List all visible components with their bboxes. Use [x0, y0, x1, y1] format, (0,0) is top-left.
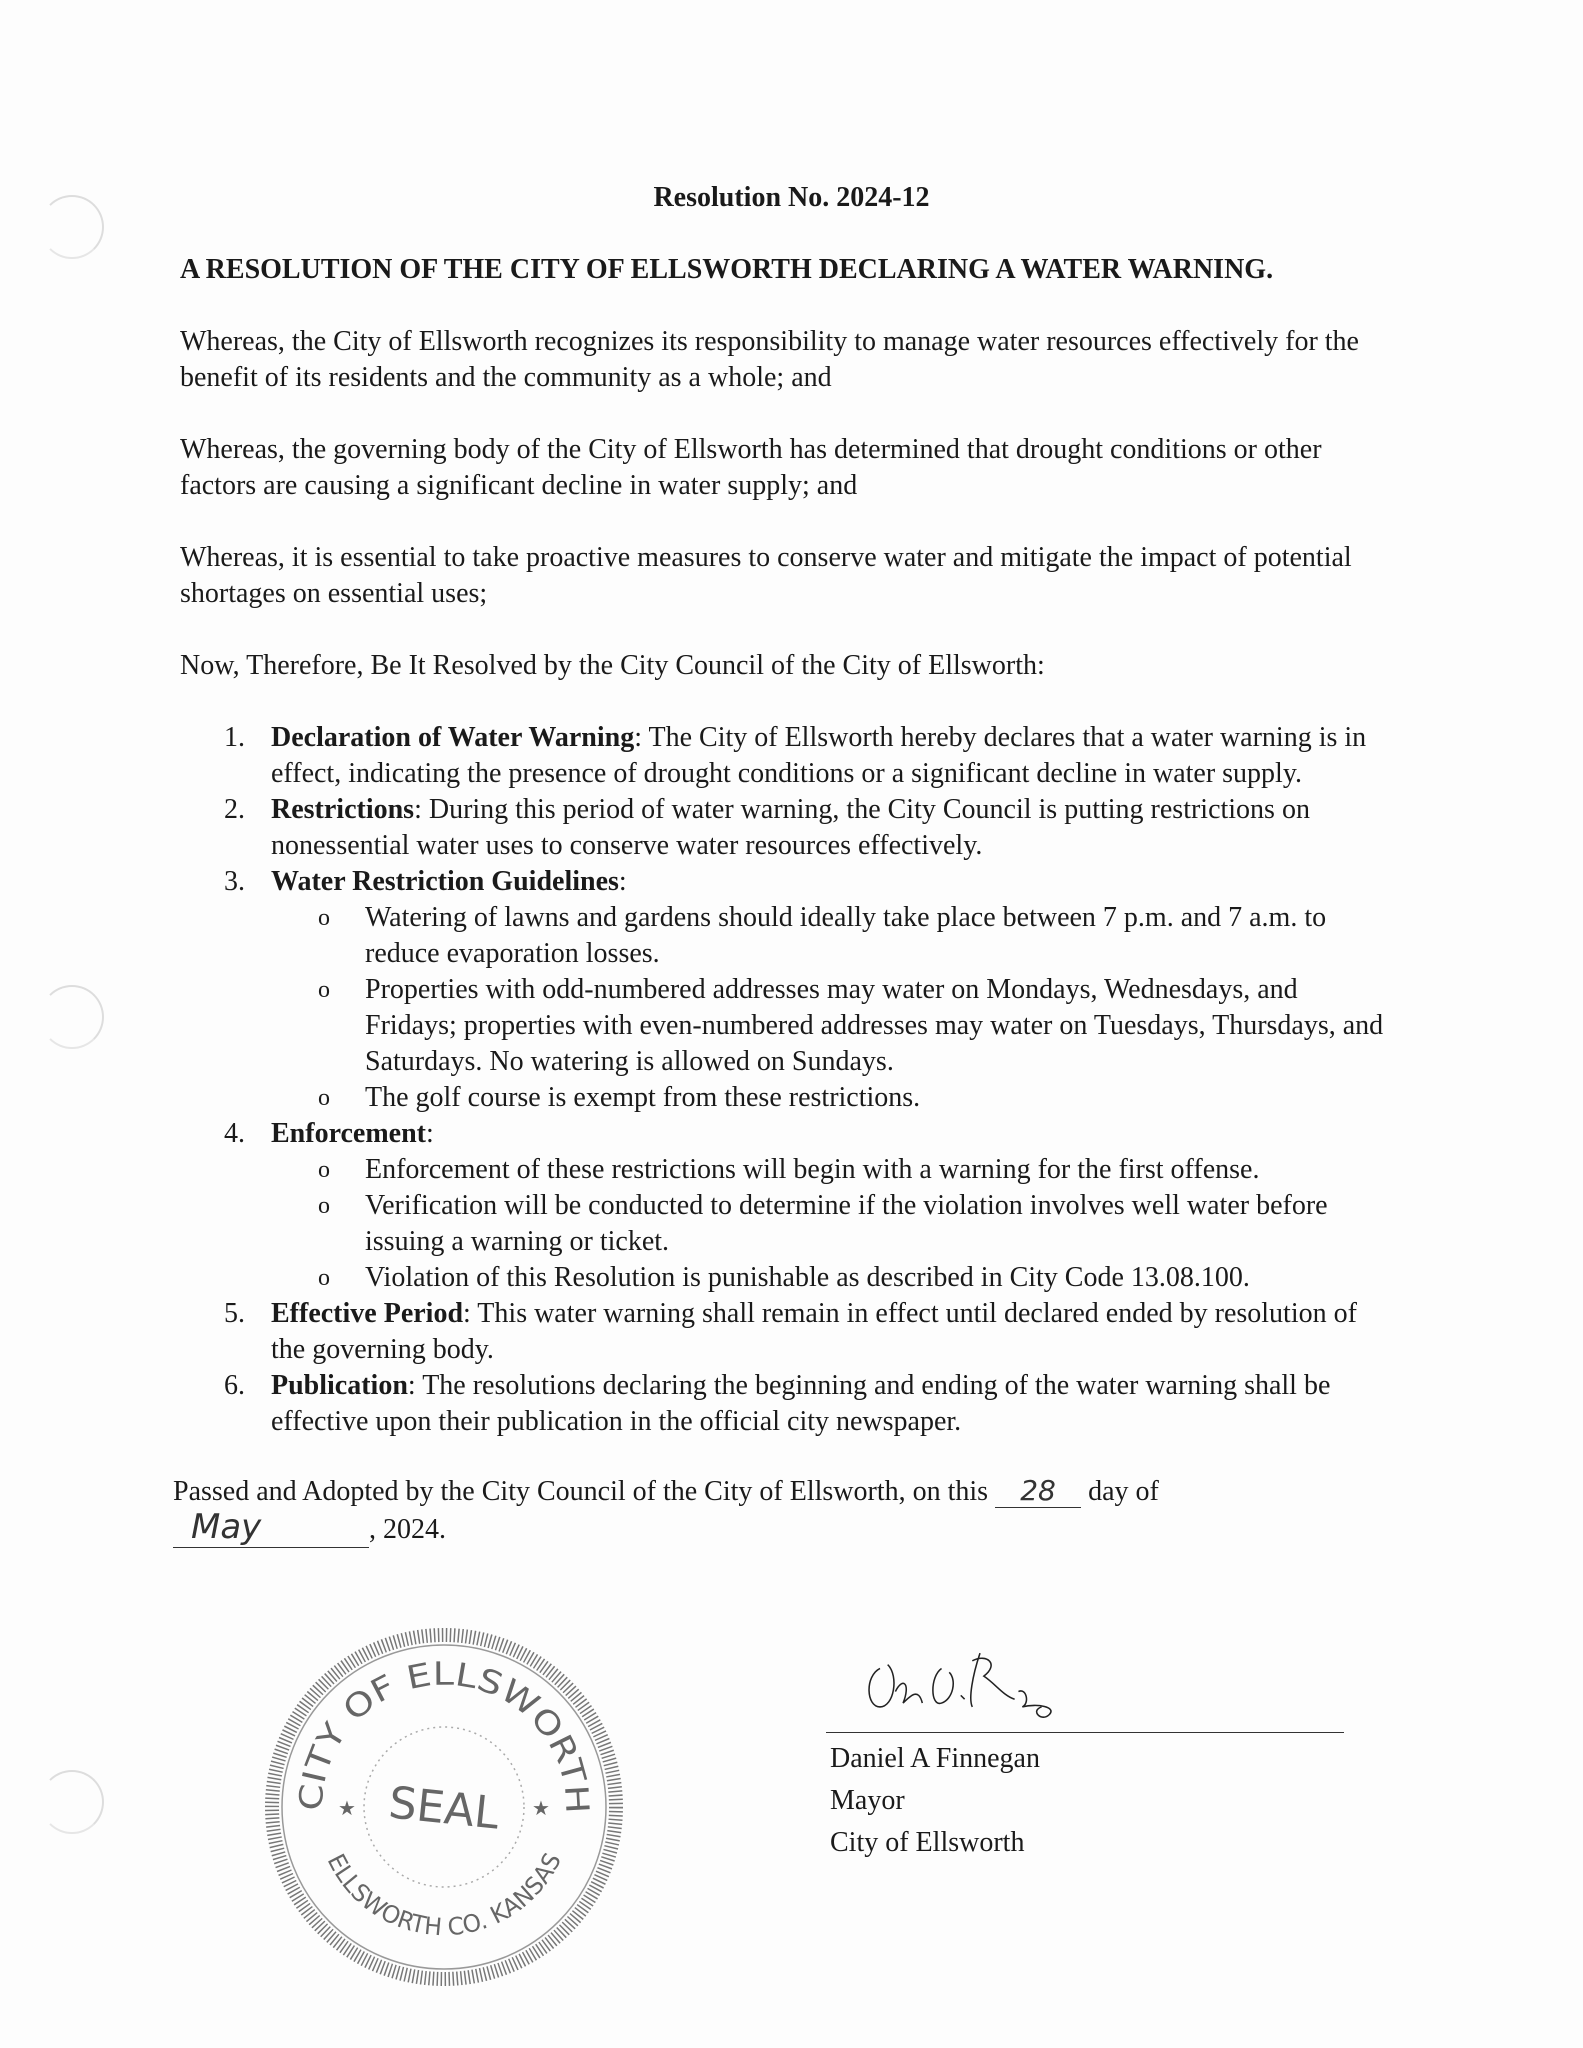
bullet-text: Violation of this Resolution is punishable as described in City Code 13.08.100. — [365, 1262, 1250, 1293]
seal-top-text: CITY OF ELLSWORTH — [291, 1654, 597, 1812]
whereas-paragraph: Whereas, the governing body of the City of Ellsworth has determined that drought conditions or other factors are causing a significant decline in water supply; and — [180, 434, 1322, 501]
star-icon: ★ — [338, 1798, 356, 1820]
resolution-list — [180, 720, 1395, 1440]
item-title: Water Restriction Guidelines — [271, 866, 619, 897]
signature-line — [826, 1732, 1344, 1733]
item-number: 5. — [224, 1298, 245, 1329]
bullet-text: Enforcement of these restrictions will begin with a warning for the first offense. — [365, 1154, 1260, 1185]
item-text: : — [426, 1118, 434, 1149]
item-text: : The resolutions declaring the beginning and ending of the water warning shall be effective upon their publication in the official city newspaper. — [271, 1370, 1331, 1437]
day-blank — [995, 1476, 1081, 1508]
adoption-text: Passed and Adopted by the City Council of the City of Ellsworth, on this — [173, 1476, 989, 1507]
item-text: : The City of Ellsworth hereby declares that a water warning is in effect, indicating the presence of drought conditions or a significant decline in water supply. — [271, 722, 1367, 789]
item-number: 4. — [224, 1118, 245, 1149]
item-title: Restrictions — [271, 794, 415, 825]
list-item — [180, 1368, 1395, 1440]
bullet-text: Properties with odd-numbered addresses may water on Mondays, Wednesdays, and Fridays; properties with even-numbered addresses may water on Tuesdays, Thursdays, and Saturdays. No watering is allowed on Sundays. — [365, 974, 1384, 1077]
bullet-icon: o — [318, 905, 330, 931]
item-number: 2. — [224, 794, 245, 825]
punch-hole — [40, 1770, 104, 1834]
mayor-signature — [820, 1630, 1140, 1730]
seal-center-text: SEAL — [386, 1777, 502, 1840]
star-icon: ★ — [532, 1798, 550, 1820]
bullet-icon: o — [318, 977, 330, 1003]
list-item — [180, 720, 1395, 792]
adoption-year: , 2024. — [369, 1514, 446, 1545]
bullet-item — [180, 972, 1395, 1080]
bullet-icon: o — [318, 1157, 330, 1183]
bullet-item — [180, 900, 1395, 972]
item-number: 6. — [224, 1370, 245, 1401]
resolved-clause: Now, Therefore, Be It Resolved by the City Council of the City of Ellsworth: — [180, 650, 1045, 681]
bullet-icon: o — [318, 1193, 330, 1219]
adoption-text: day of — [1088, 1476, 1159, 1507]
adoption-statement — [173, 1474, 1395, 1548]
bullet-text: Watering of lawns and gardens should ideally take place between 7 p.m. and 7 a.m. to reduce evaporation losses. — [365, 902, 1327, 969]
item-text: : During this period of water warning, the City Council is putting restrictions on nonessential water uses to conserve water resources effectively. — [271, 794, 1310, 861]
list-item — [180, 1296, 1395, 1368]
whereas-paragraph: Whereas, it is essential to take proactive measures to conserve water and mitigate the impact of potential shortages on essential uses; — [180, 542, 1352, 609]
bullet-item — [180, 1260, 1395, 1296]
bullet-text: The golf course is exempt from these restrictions. — [365, 1082, 921, 1113]
signatory-name: Daniel A Finnegan — [830, 1743, 1040, 1774]
item-text: : This water warning shall remain in effect until declared ended by resolution of the governing body. — [271, 1298, 1357, 1365]
signatory-title: Mayor — [830, 1785, 905, 1816]
item-number: 3. — [224, 866, 245, 897]
list-item — [180, 792, 1395, 864]
item-title: Declaration of Water Warning — [271, 722, 635, 753]
signatory-org: City of Ellsworth — [830, 1827, 1025, 1858]
document-body — [173, 252, 1395, 1548]
punch-hole — [40, 985, 104, 1049]
bullet-item — [180, 1152, 1395, 1188]
item-number: 1. — [224, 722, 245, 753]
bullet-icon: o — [318, 1265, 330, 1291]
bullet-icon: o — [318, 1085, 330, 1111]
item-title: Effective Period — [271, 1298, 464, 1329]
item-text: : — [618, 866, 627, 897]
bullet-text: Verification will be conducted to determine if the violation involves well water before issuing a warning or ticket. — [365, 1190, 1328, 1257]
list-item — [180, 1116, 1395, 1152]
month-blank — [173, 1507, 369, 1548]
resolution-number: Resolution No. 2024-12 — [653, 182, 930, 213]
handwritten-day: 28 — [1020, 1474, 1056, 1507]
seal-bottom-text: ELLSWORTH CO. KANSAS — [321, 1848, 567, 1942]
city-seal — [262, 1625, 626, 1989]
bullet-item — [180, 1080, 1395, 1116]
item-title: Publication — [271, 1370, 408, 1401]
item-title: Enforcement — [271, 1118, 426, 1149]
resolution-heading: A RESOLUTION OF THE CITY OF ELLSWORTH DECLARING A WATER WARNING. — [180, 254, 1274, 285]
whereas-paragraph: Whereas, the City of Ellsworth recognizes its responsibility to manage water resources effectively for the benefit of its residents and the community as a whole; and — [180, 326, 1359, 393]
handwritten-month: May — [191, 1507, 262, 1547]
list-item — [180, 864, 1395, 900]
bullet-item — [180, 1188, 1395, 1260]
